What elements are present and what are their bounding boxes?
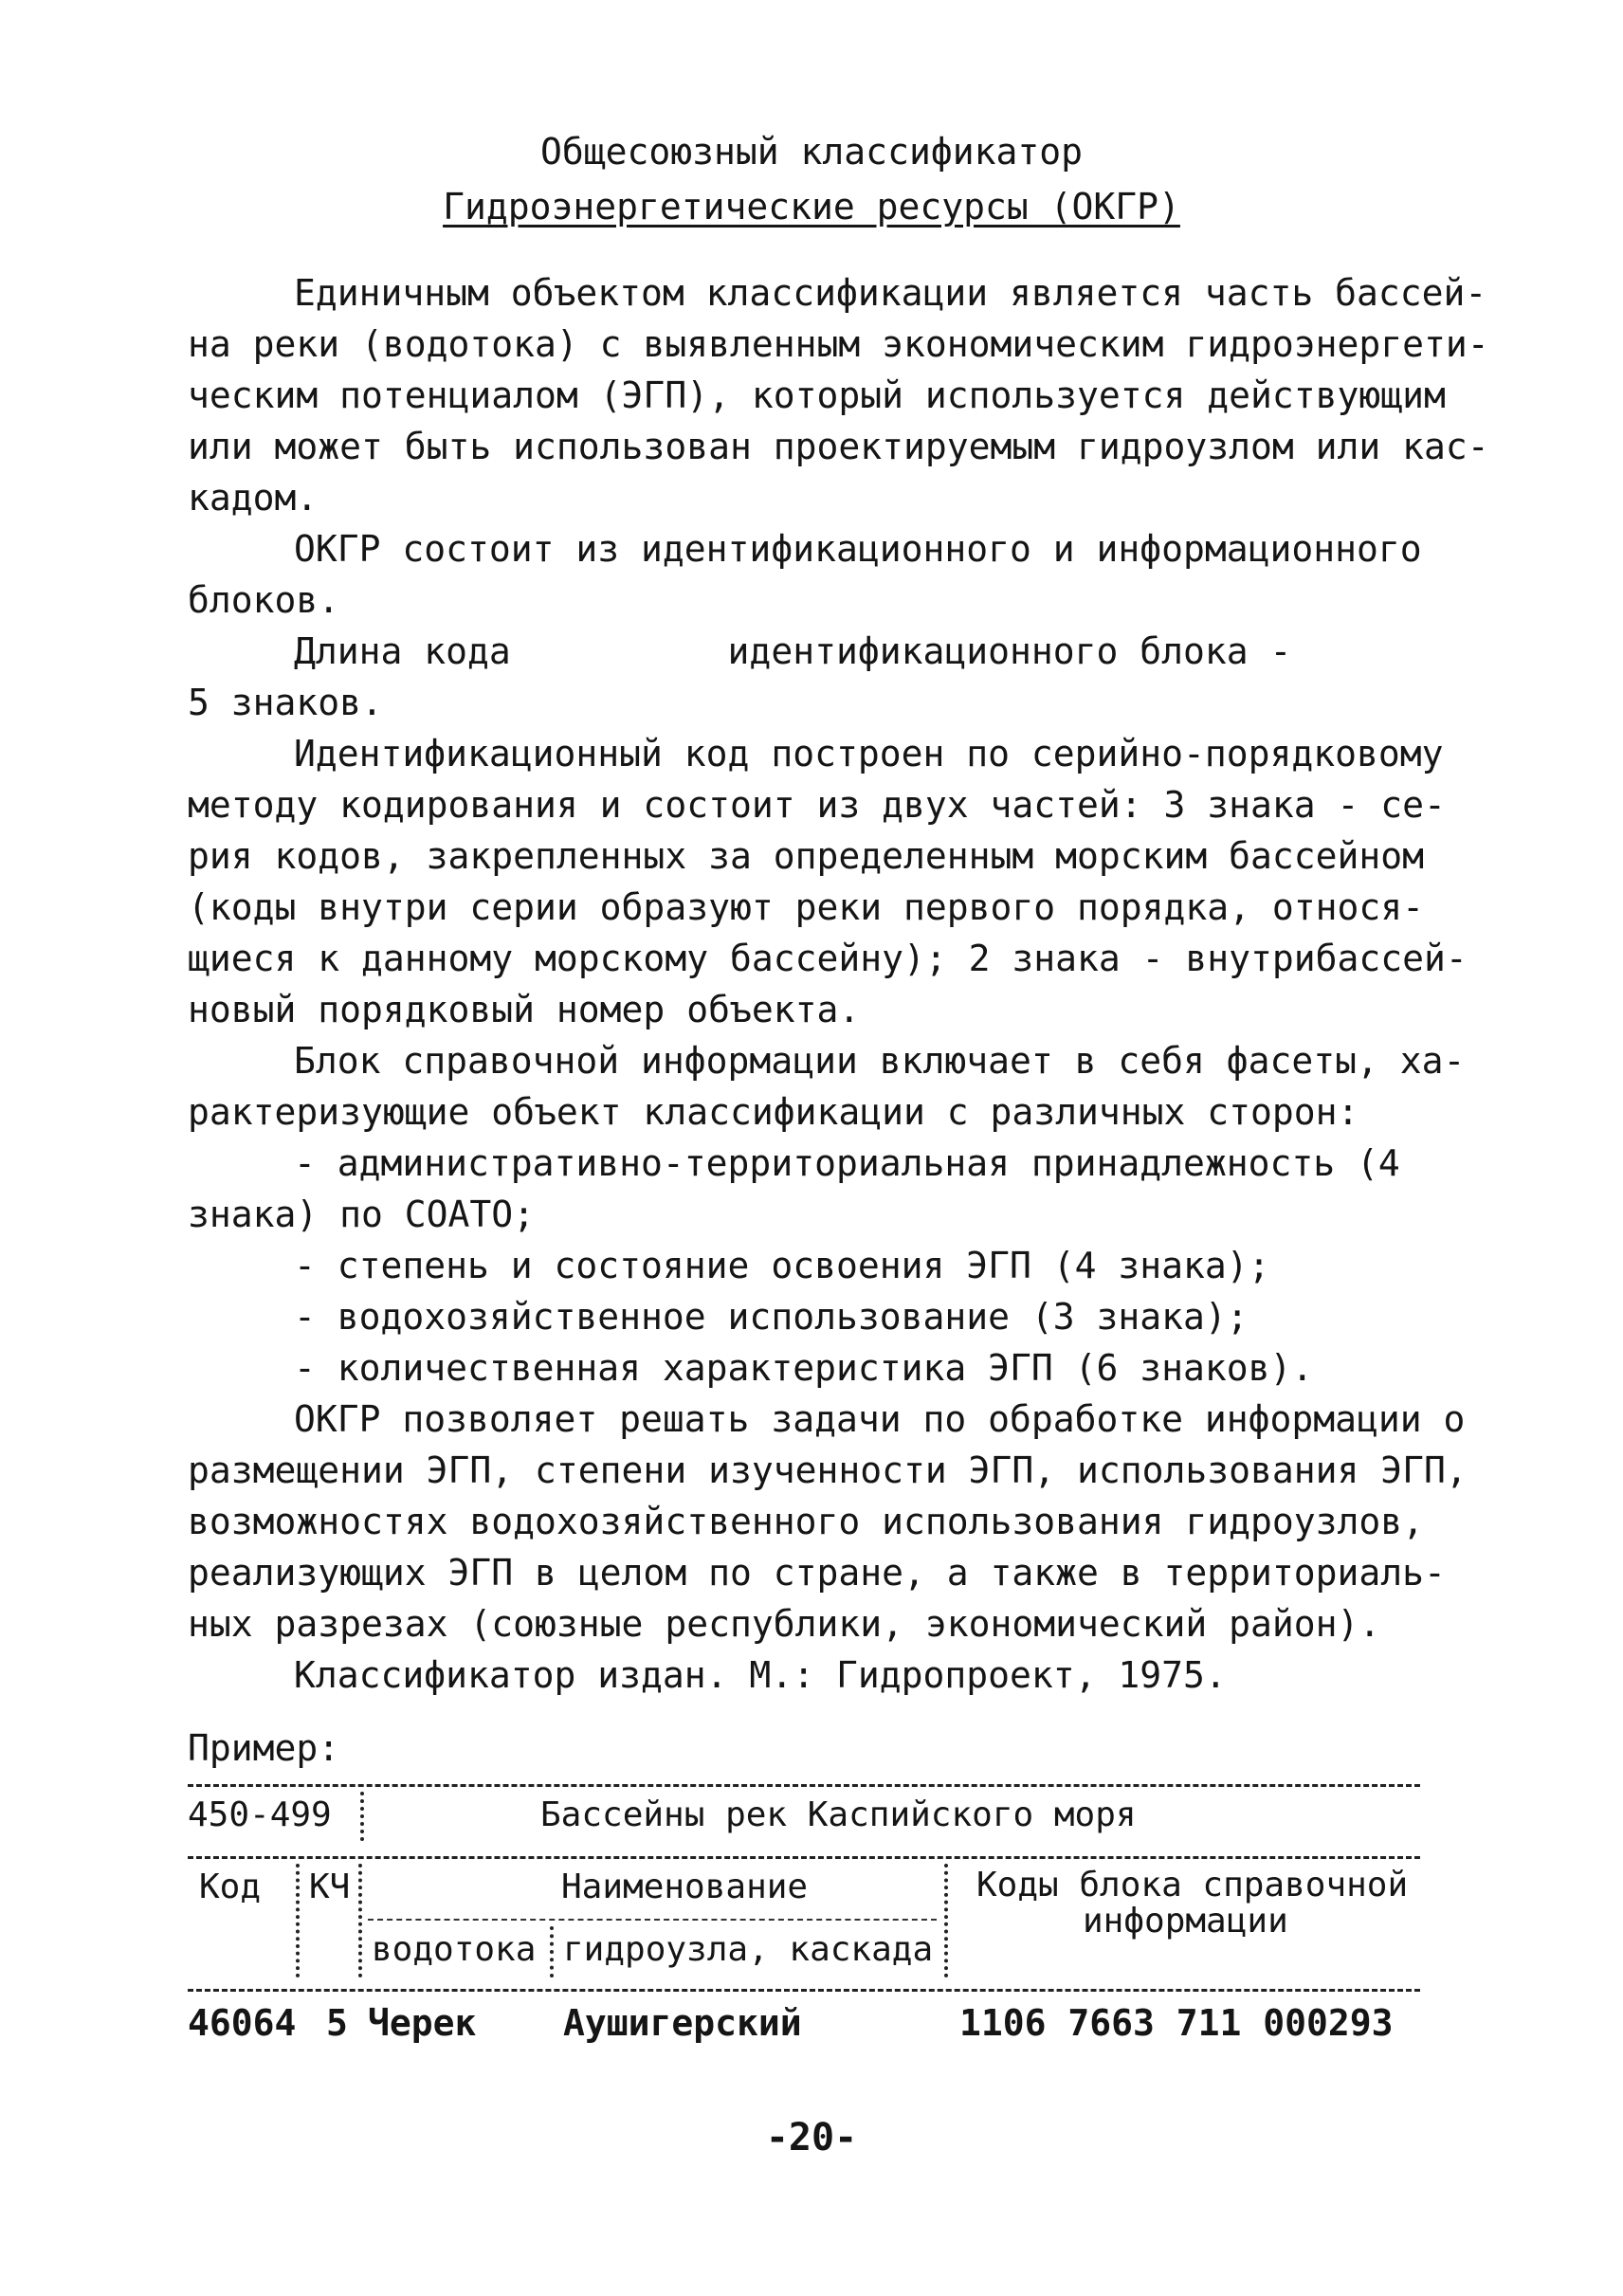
text-line: ОКГР позволяет решать задачи по обработке информации о (294, 1398, 1466, 1440)
text-line: реализующих ЭГП в целом по стране, а также в территориаль- (188, 1552, 1446, 1594)
text-line: новый порядковый номер объекта. (188, 989, 861, 1030)
text-line: рия кодов, закрепленных за определенным морским бассейном (188, 835, 1425, 877)
text-line: рактеризующие объект классификации с различных сторон: (188, 1091, 1359, 1133)
page-number: -20- (765, 2116, 858, 2159)
facet-list (188, 1138, 1449, 1394)
header-ref-codes: Коды блока справочной (976, 1866, 1409, 1904)
paragraph-structure (188, 523, 1449, 626)
paragraph-definition (188, 267, 1489, 523)
text-line: кадом. (188, 477, 319, 519)
header-ref-codes-2: информации (1083, 1902, 1288, 1941)
text-line: на реки (водотока) с выявленным экономическим гидроэнергети- (188, 323, 1489, 365)
series-name: Бассейны рек Каспийского моря (540, 1795, 1137, 1834)
text-line: Классификатор издан. М.: Гидропроект, 1975. (294, 1654, 1227, 1696)
table-rule-body (188, 1989, 1420, 1992)
header-kch: КЧ (309, 1868, 351, 1906)
row-kch: 5 (326, 2002, 348, 2044)
header-river: водотока (372, 1930, 537, 1969)
table-rule-header (188, 1856, 1420, 1859)
text-line: ных разрезах (союзные республики, экономический район). (188, 1603, 1381, 1645)
header-code: Код (199, 1868, 262, 1906)
table-divider (550, 1926, 554, 1977)
list-item: - количественная характеристика ЭГП (6 знаков). (294, 1347, 1314, 1389)
text-line: размещении ЭГП, степени изученности ЭГП, использования ЭГП, (188, 1449, 1468, 1491)
text-line: ческим потенциалом (ЭГП), который используется действующим (188, 374, 1446, 416)
text-line: Блок справочной информации включает в себя фасеты, ха- (294, 1040, 1466, 1082)
classifier-subtitle (0, 186, 1623, 228)
list-item: - водохозяйственное использование (3 знака); (294, 1296, 1249, 1338)
text-line: методу кодирования и состоит из двух частей: 3 знака - се- (188, 784, 1446, 826)
series-range: 450-499 (188, 1795, 332, 1834)
paragraph-code-length (188, 626, 1449, 728)
text-line: Идентификационный код построен по серийно-порядковому (294, 733, 1444, 774)
table-divider (944, 1864, 948, 1977)
text-line: или может быть использован проектируемым гидроузлом или кас- (188, 426, 1489, 467)
text-line: блоков. (188, 579, 340, 621)
classifier-subtitle-text: Гидроэнергетические ресурсы (ОКГР) (443, 186, 1180, 228)
table-divider (360, 1792, 364, 1841)
header-name: Наименование (561, 1868, 809, 1906)
text-line: щиеся к данному морскому бассейну); 2 знака - внутрибассей- (188, 938, 1468, 979)
text-line: возможностях водохозяйственного использования гидроузлов, (188, 1501, 1425, 1542)
table-rule-top (188, 1784, 1420, 1787)
table-divider (358, 1864, 362, 1977)
row-station: Аушигерский (563, 2002, 802, 2044)
text-line: (коды внутри серии образуют реки первого порядка, относя- (188, 886, 1425, 928)
paragraph-tasks (188, 1394, 1468, 1649)
text-line: ОКГР состоит из идентификационного и информационного (294, 528, 1422, 570)
list-item: - степень и состояние освоения ЭГП (4 знака); (294, 1245, 1270, 1286)
paragraph-publication (188, 1649, 1449, 1701)
classifier-title: Общесоюзный классификатор (540, 131, 1083, 173)
table-divider (296, 1864, 300, 1977)
text-line: Единичным объектом классификации является часть бассей- (294, 272, 1487, 314)
paragraph-code-method (188, 728, 1468, 1035)
list-item: - административно-территориальная принадлежность (4 (294, 1142, 1400, 1184)
paragraph-reference-block (188, 1035, 1466, 1138)
example-label: Пример: (188, 1727, 340, 1769)
text-line: Длина кода идентификационного блока - (294, 630, 1292, 672)
list-item-continuation: знака) по СОАТО; (188, 1194, 536, 1235)
row-ref-codes: 1106 7663 711 000293 (959, 2002, 1394, 2044)
header-station: гидроузла, каскада (563, 1930, 934, 1969)
row-code: 46064 (188, 2002, 297, 2044)
row-river: Черек (368, 2002, 477, 2044)
text-line: 5 знаков. (188, 682, 383, 723)
header-name-underline (368, 1919, 937, 1921)
